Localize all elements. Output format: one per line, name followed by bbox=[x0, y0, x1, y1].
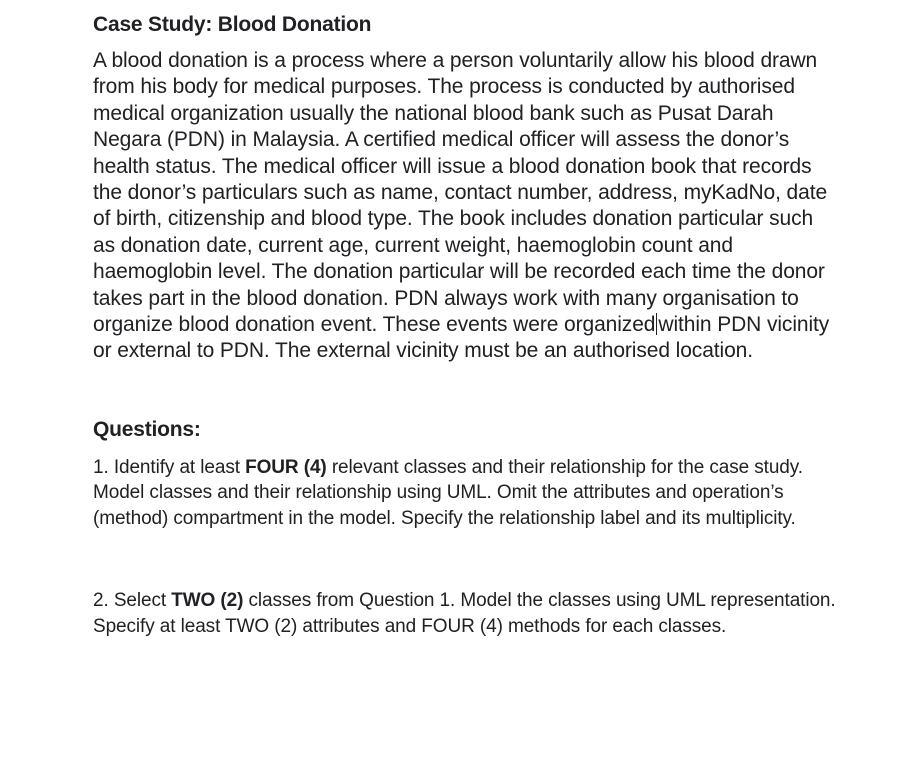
question-1-suffix: relevant classes and their relationship for the case study. Model classes and their relationship using UML. Omit the attributes and operation’s (method) compartment in the model. Specify the relationship label and its multiplicity. bbox=[93, 456, 803, 529]
case-study-paragraph[interactable] bbox=[93, 48, 838, 365]
question-1-bold: FOUR (4) bbox=[245, 456, 327, 478]
question-2-suffix: classes from Question 1. Model the classes using UML representation. Specify at least TWO (2) attributes and FOUR (4) methods for each classes. bbox=[93, 590, 836, 637]
case-study-text-part-2: within PDN vicinity or external to PDN. The external vicinity must be an authorised location. bbox=[93, 313, 830, 363]
question-1 bbox=[93, 455, 838, 532]
case-study-text-part-1: A blood donation is a process where a person voluntarily allow his blood drawn from his body for medical purposes. The process is conducted by authorised medical organization usually the national blood bank such as Pusat Darah Negara (PDN) in Malaysia. A certified medical officer will assess the donor’s health status. The medical officer will issue a blood donation book that records the donor’s particulars such as name, contact number, address, myKadNo, date of birth, citizenship and blood type. The book includes donation particular such as donation date, current age, current weight, haemoglobin count and haemoglobin level. The donation particular will be recorded each time the donor takes part in the blood donation. PDN always work with many organisation to organize blood donation event. These events were organized bbox=[93, 49, 828, 337]
case-study-title: Case Study: Blood Donation bbox=[93, 13, 372, 36]
questions-heading: Questions: bbox=[93, 417, 201, 441]
document-page bbox=[93, 10, 838, 639]
question-2 bbox=[93, 588, 838, 639]
question-1-prefix: 1. Identify at least bbox=[93, 456, 246, 478]
question-2-bold: TWO (2) bbox=[171, 590, 244, 612]
question-2-prefix: 2. Select bbox=[93, 590, 172, 612]
